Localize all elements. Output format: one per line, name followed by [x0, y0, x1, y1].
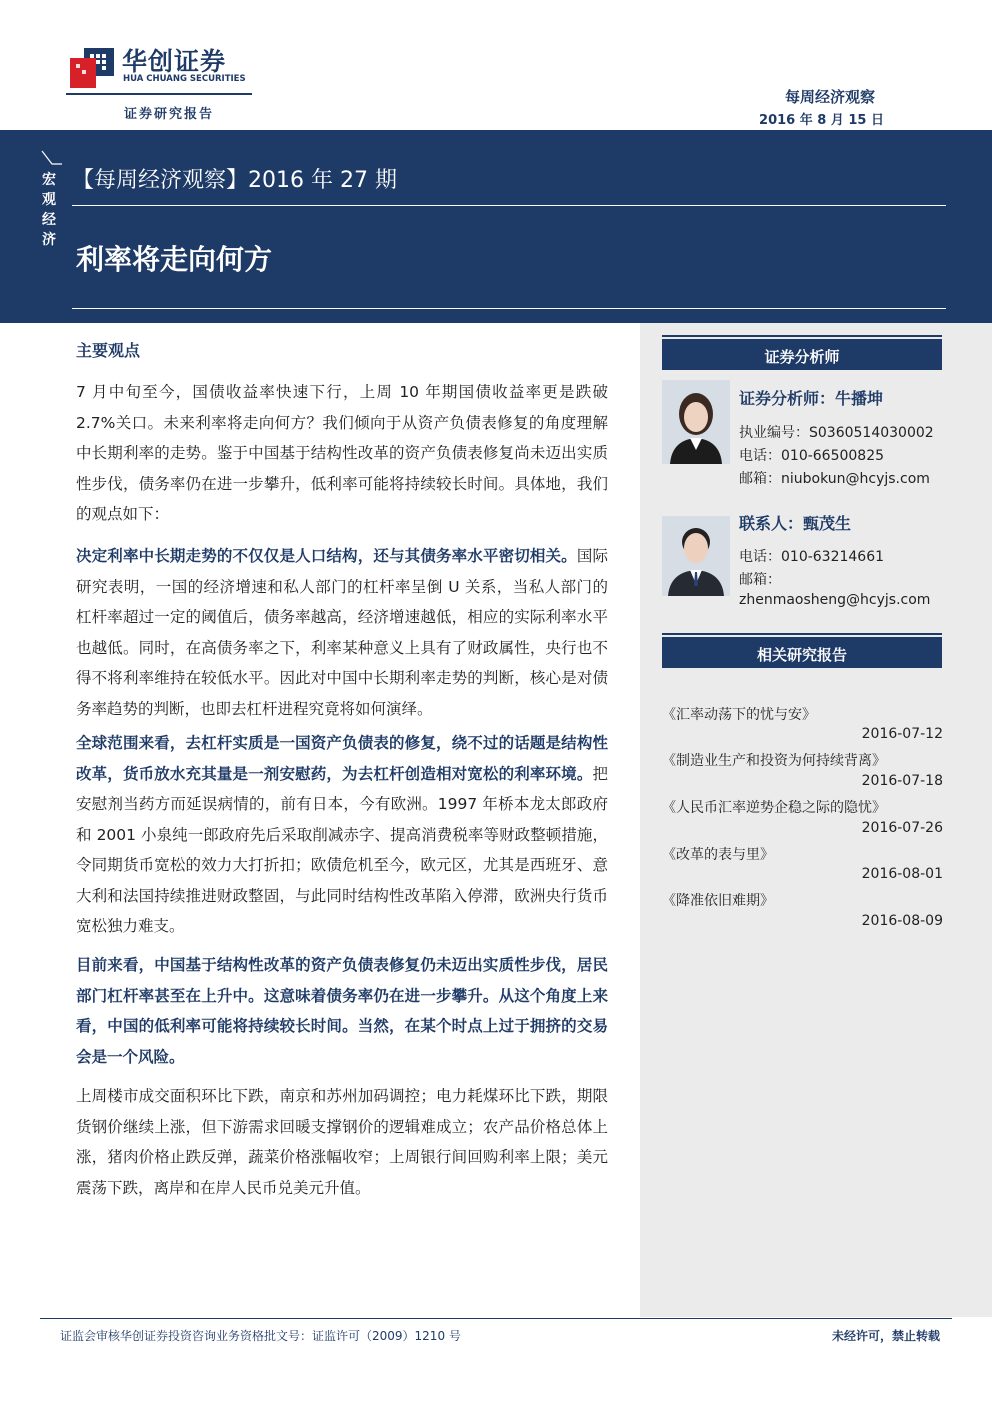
- related-report-title[interactable]: 《改革的表与里》: [662, 847, 774, 863]
- paragraph-debt-ratio: [76, 541, 608, 724]
- section-heading: 主要观点: [76, 341, 141, 360]
- logo-mark-icon: [66, 44, 118, 92]
- related-report-date: 2016-07-12: [861, 726, 943, 742]
- category-tag: 宏观经济: [42, 172, 56, 248]
- logo-chinese-name: 华创证券: [122, 47, 227, 76]
- banner-divider-bottom: [72, 308, 946, 309]
- related-report-date: 2016-08-01: [861, 866, 943, 882]
- logo-english-name: HUA CHUANG SECURITIES: [123, 74, 246, 84]
- paragraph-body: 把安慰剂当药方而延误病情的，前有日本，今有欧洲。1997 年桥本龙太郎政府和 2001 小泉纯一郎政府先后采取削减赤字、提高消费税率等财政整顿措施，令同期货币宽松的效力大打折扣；欧债危机至今，欧元区，尤其是西班牙、意大利和法国持续推进财政整固，与此同时结构性改革陷入停滞，欧洲央行货币宽松独力难支。: [76, 764, 608, 935]
- report-date: 2016 年 8 月 15 日: [759, 113, 884, 128]
- contact-phone: 电话：010-63214661: [739, 549, 885, 565]
- paragraph-lead: 决定利率中长期走势的不仅仅是人口结构，还与其债务率水平密切相关。: [76, 547, 577, 565]
- contact-name: 联系人：甄茂生: [739, 514, 852, 533]
- header-divider: [66, 93, 252, 95]
- footer-copyright: 未经许可，禁止转载: [831, 1329, 940, 1343]
- banner-corner-icon: [40, 150, 62, 166]
- analyst-photo: [662, 380, 730, 464]
- title-banner: [0, 130, 992, 323]
- contact-email[interactable]: zhenmaosheng@hcyjs.com: [739, 592, 931, 608]
- related-report-title[interactable]: 《汇率动荡下的忧与安》: [662, 707, 816, 723]
- contact-photo: [662, 516, 730, 596]
- analyst-license: 执业编号：S0360514030002: [739, 425, 934, 441]
- related-report-title[interactable]: 《制造业生产和投资为何持续背离》: [662, 753, 886, 769]
- related-reports-header: 相关研究报告: [662, 637, 942, 668]
- paragraph-lead: 全球范围来看，去杠杆实质是一国资产负债表的修复，绕不过的话题是结构性改革，货币放水充其量是一剂安慰药，为去杠杆创造相对宽松的利率环境。: [76, 734, 608, 783]
- paragraph-body: 国际研究表明，一国的经济增速和私人部门的杠杆率呈倒 U 关系，当私人部门的杠杆率超过一定的阈值后，债务率越高，经济增速越低，相应的实际利率水平也越低。同时，在高债务率之下，利率某种意义上具有了财政属性，央行也不得不将利率维持在较低水平。因此对中国中长期利率走势的判断，核心是对债务率趋势的判断，也即去杠杆进程究竟将如何演绎。: [76, 547, 608, 718]
- analyst-name: 证券分析师：牛播坤: [739, 389, 884, 408]
- banner-divider-top: [72, 205, 946, 206]
- analyst-phone: 电话：010-66500825: [739, 448, 885, 464]
- paragraph-china-outlook: 目前来看，中国基于结构性改革的资产负债表修复仍未迈出实质性步伐，居民部门杠杆率甚至在上升中。这意味着债务率仍在进一步攀升。从这个角度上来看，中国的低利率可能将持续较长时间。当然，在某个时点上过于拥挤的交易会是一个风险。: [76, 956, 608, 1066]
- related-report-title[interactable]: 《人民币汇率逆势企稳之际的隐忧》: [662, 800, 886, 816]
- related-report-date: 2016-07-26: [861, 820, 943, 836]
- report-title: 利率将走向何方: [76, 243, 273, 276]
- analyst-email[interactable]: 邮箱：niubokun@hcyjs.com: [739, 471, 930, 487]
- related-report-date: 2016-08-09: [861, 913, 943, 929]
- paragraph-deleveraging: [76, 728, 608, 942]
- company-logo: [66, 42, 256, 98]
- paragraph-intro: 7 月中旬至今，国债收益率快速下行，上周 10 年期国债收益率更是跌破 2.7%关口。未来利率将走向何方？我们倾向于从资产负债表修复的角度理解中长期利率的走势。鉴于中国基于结构性改革的资产负债表修复尚未迈出实质性步伐，债务率仍在进一步攀升，低利率可能将持续较长时间。具体地，我们的观点如下：: [76, 383, 608, 523]
- related-report-title[interactable]: 《降准依旧难期》: [662, 893, 774, 909]
- report-type: 证券研究报告: [124, 107, 215, 122]
- footer-divider: [40, 1318, 952, 1319]
- series-name: 每周经济观察: [784, 88, 875, 106]
- paragraph-weekly-data: 上周楼市成交面积环比下跌，南京和苏州加码调控；电力耗煤环比下跌，期限货钢价继续上涨，但下游需求回暖支撑钢价的逻辑难成立；农产品价格总体上涨，猪肉价格止跌反弹，蔬菜价格涨幅收窄；上周银行间回购利率上限；美元震荡下跌，离岸和在岸人民币兑美元升值。: [76, 1087, 608, 1197]
- analyst-section-header: 证券分析师: [662, 339, 942, 370]
- footer-license: 证监会审核华创证券投资咨询业务资格批文号：证监许可（2009）1210 号: [60, 1329, 461, 1343]
- related-report-date: 2016-07-18: [861, 773, 943, 789]
- issue-title: 【每周经济观察】2016 年 27 期: [72, 168, 397, 193]
- contact-email-label: 邮箱：: [739, 572, 781, 588]
